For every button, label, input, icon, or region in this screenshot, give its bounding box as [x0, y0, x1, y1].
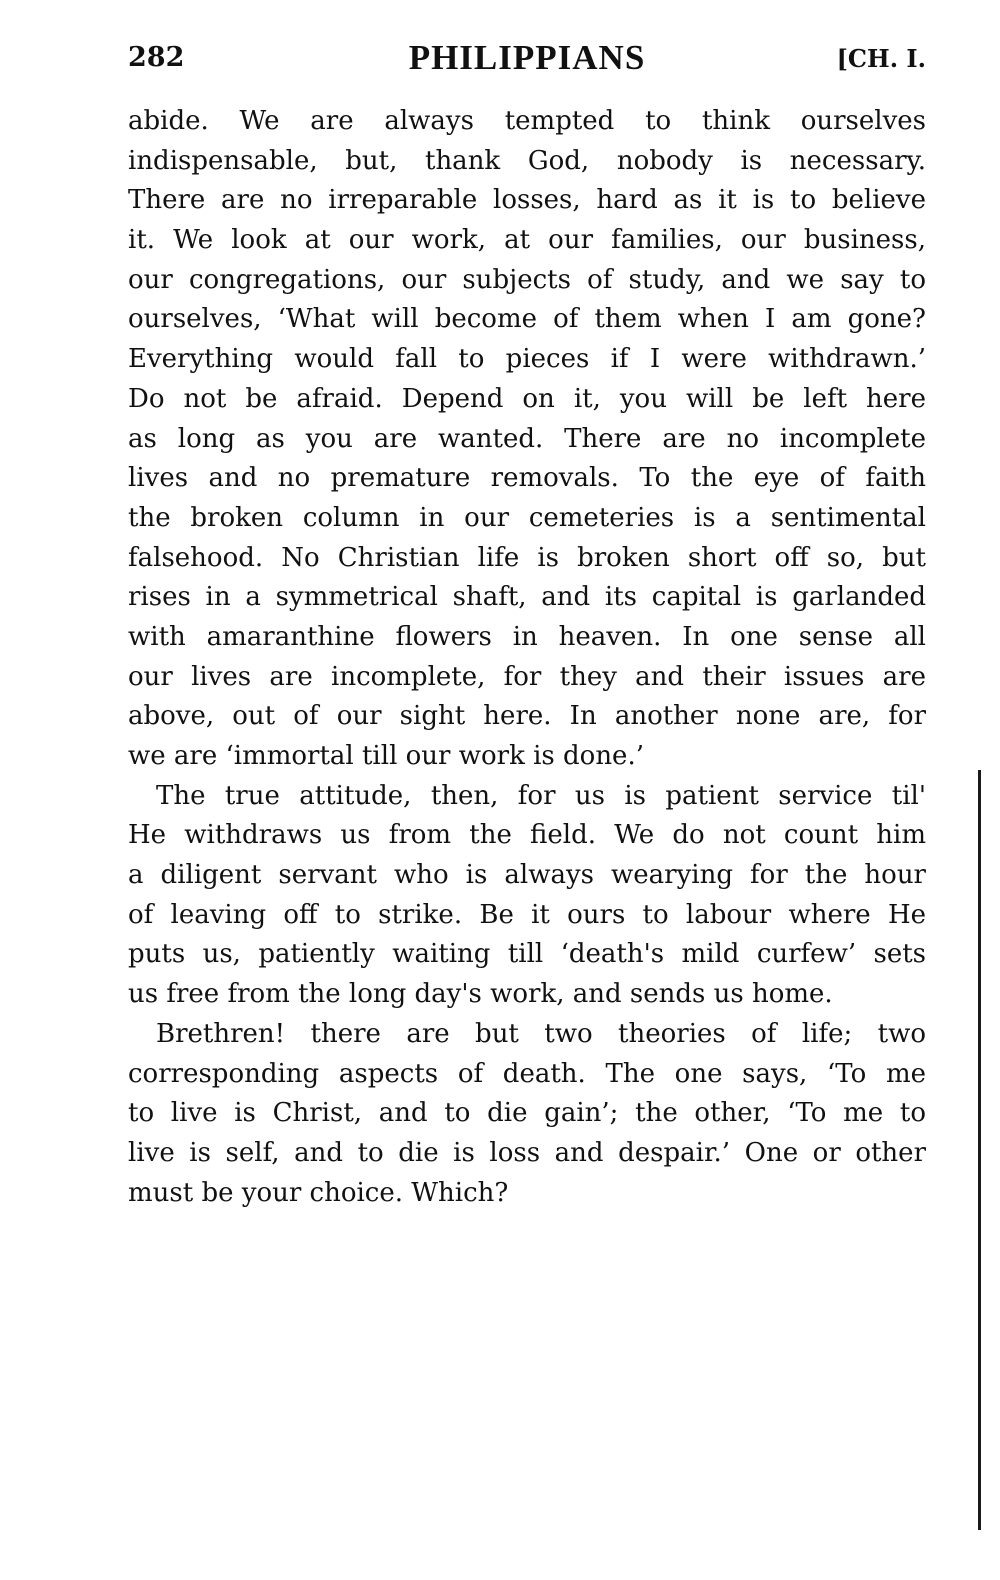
text-line: our congregations, our subjects of study, and we say to: [128, 264, 926, 295]
text-line: as long as you are wanted. There are no incomplete: [128, 423, 926, 454]
text-line: a diligent servant who is always wearying for the hour: [128, 860, 926, 891]
text-line: puts us, patiently waiting till ‘death's mild curfew’ sets: [128, 939, 926, 970]
text-line: us free from the long day's work, and sends us home.: [128, 979, 833, 1010]
text-line: of leaving off to strike. Be it ours to labour where He: [128, 899, 926, 930]
running-title: PHILIPPIANS: [408, 38, 646, 77]
text-line: ourselves, ‘What will become of them when I am gone?: [128, 304, 926, 335]
text-line: lives and no premature removals. To the eye of faith: [128, 463, 926, 494]
text-line: corresponding aspects of death. The one says, ‘To me: [128, 1058, 926, 1089]
chapter-reference: [CH. I.: [836, 44, 926, 73]
text-line: There are no irreparable losses, hard as it is to believe: [128, 185, 926, 216]
text-line: Do not be afraid. Depend on it, you will be left here: [128, 383, 926, 414]
text-line: falsehood. No Christian life is broken short off so, but: [128, 542, 926, 573]
body-text: [128, 102, 926, 1213]
text-line: The true attitude, then, for us is patient service til': [156, 780, 926, 811]
text-line: must be your choice. Which?: [128, 1177, 509, 1208]
text-line: Everything would fall to pieces if I were withdrawn.’: [128, 344, 926, 375]
text-line: it. We look at our work, at our families, our business,: [128, 225, 926, 256]
text-line: live is self, and to die is loss and despair.’ One or other: [128, 1137, 926, 1168]
page-number: 282: [128, 42, 185, 73]
text-line: rises in a symmetrical shaft, and its capital is garlanded: [128, 582, 926, 613]
text-line: indispensable, but, thank God, nobody is necessary.: [128, 145, 926, 176]
paragraph-1: [128, 102, 926, 777]
text-line: above, out of our sight here. In another none are, for: [128, 701, 926, 732]
margin-rule: [978, 770, 981, 1530]
text-line: the broken column in our cemeteries is a sentimental: [128, 502, 926, 533]
paragraph-2: [128, 777, 926, 1015]
text-line: we are ‘immortal till our work is done.’: [128, 741, 644, 771]
paragraph-3: [128, 1015, 926, 1213]
text-line: to live is Christ, and to die gain’; the other, ‘To me to: [128, 1098, 926, 1129]
text-line: with amaranthine flowers in heaven. In one sense all: [128, 621, 926, 652]
running-head: [128, 38, 926, 88]
text-line: abide. We are always tempted to think ourselves: [128, 106, 926, 136]
text-line: Brethren! there are but two theories of life; two: [156, 1018, 926, 1049]
text-line: our lives are incomplete, for they and their issues are: [128, 661, 926, 692]
text-line: He withdraws us from the field. We do not count him: [128, 820, 926, 851]
